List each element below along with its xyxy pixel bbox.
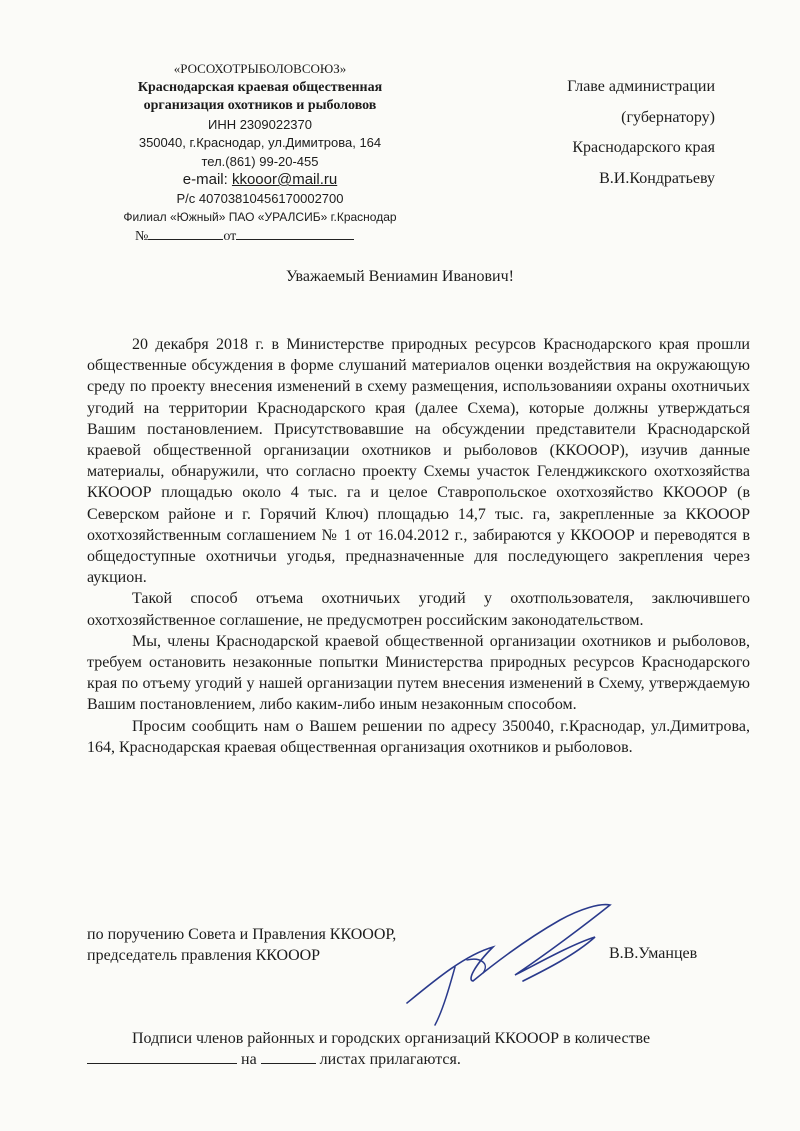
letterhead [95, 60, 425, 246]
attachment-on: на [241, 1051, 257, 1068]
addressee-line2: (губернатору) [621, 108, 715, 126]
addressee-line4: В.И.Кондратьеву [599, 169, 715, 187]
signature-block [87, 924, 727, 966]
bank-account: Р/с 40703810456170002700 [176, 190, 344, 206]
attachment-line1: Подписи членов районных и городских организаций ККОООР в количестве [132, 1030, 651, 1047]
attachment-note [87, 1028, 750, 1070]
number-date-line [95, 227, 425, 247]
signature-line1: по поручению Совета и Правления ККОООР, [87, 926, 397, 943]
body-paragraph: Такой способ отъема охотничьих угодий у охотпользователя, заключившего охотхозяйственное соглашение, не предусмотрен российским законодательством. [87, 590, 750, 629]
union-name: «РОСОХОТРЫБОЛОВСОЮЗ» [173, 61, 347, 76]
body-paragraph: 20 декабря 2018 г. в Министерстве природных ресурсов Краснодарского края прошли общественные обсуждения в форме слушаний материалов оценки воздействия на окружающую среду по проекту внесения изменений в схему размещения, использованияи охраны охотничьих угодий на территории Краснодарского края (далее Схема), которые должны утверждаться Вашим постановлением. Присутствовавшие на обсуждении представители Краснодарской краевой общественной организации охотников и рыболовов (ККОООР), изучив данные материалы, обнаружили, что согласно проекту Схемы участок Геленджикского охотхозяйства ККОООР площадью около 4 тыс. га и целое Ставропольское охотхозяйство ККОООР (в Северском районе и г. Горячий Ключ) площадью 14,7 тыс. га, закрепленные за ККОООР охотхозяйственным соглашением № 1 от 16.04.2012 г., забираются у ККОООР и переводятся в общедоступные охотничьи угодья, предназначенные для последующего закрепления через аукцион. [87, 336, 750, 587]
letter-body [87, 334, 750, 758]
greeting: Уважаемый Вениамин Иванович! [286, 268, 514, 285]
number-label: № [135, 228, 149, 244]
body-paragraph: Мы, члены Краснодарской краевой общественной организации охотников и рыболовов, требуем остановить незаконные попытки Министерства природных ресурсов Краснодарского края по отъему угодий у нашей организации путем внесения изменений в Схему, утверждаемую Вашим постановлением, либо каким-либо иным незаконным способом. [87, 632, 750, 714]
attachment-line2 [87, 1049, 750, 1070]
addressee [500, 72, 715, 194]
org-name-line2: организация охотников и рыболовов [143, 98, 377, 113]
count-blank [87, 1051, 237, 1064]
date-label: от [223, 228, 237, 244]
body-paragraph: Просим сообщить нам о Вашем решении по адресу 350040, г.Краснодар, ул.Димитрова, 164, Краснодарская краевая общественная организация охотников и рыболовов. [87, 717, 750, 756]
inn: ИНН 2309022370 [207, 116, 313, 132]
signatory-name: В.В.Уманцев [609, 945, 698, 962]
email-line [95, 171, 425, 190]
signature-line2: председатель правления ККОООР [87, 947, 321, 964]
bank-name: Филиал «Южный» ПАО «УРАЛСИБ» г.Краснодар [123, 210, 397, 224]
org-name-line1: Краснодарская краевая общественная [137, 79, 383, 95]
sheets-blank [261, 1051, 316, 1064]
attachment-rest: листах прилагаются. [319, 1051, 461, 1068]
addressee-line1: Главе администрации [567, 78, 715, 95]
org-address: 350040, г.Краснодар, ул.Димитрова, 164 [138, 135, 382, 150]
email-label: e-mail: [182, 171, 228, 188]
number-blank [148, 227, 223, 240]
email-link[interactable]: kkooor@mail.ru [231, 171, 338, 188]
addressee-line3: Краснодарского края [572, 139, 715, 156]
date-blank [236, 227, 354, 240]
phone: тел.(861) 99-20-455 [201, 153, 319, 169]
